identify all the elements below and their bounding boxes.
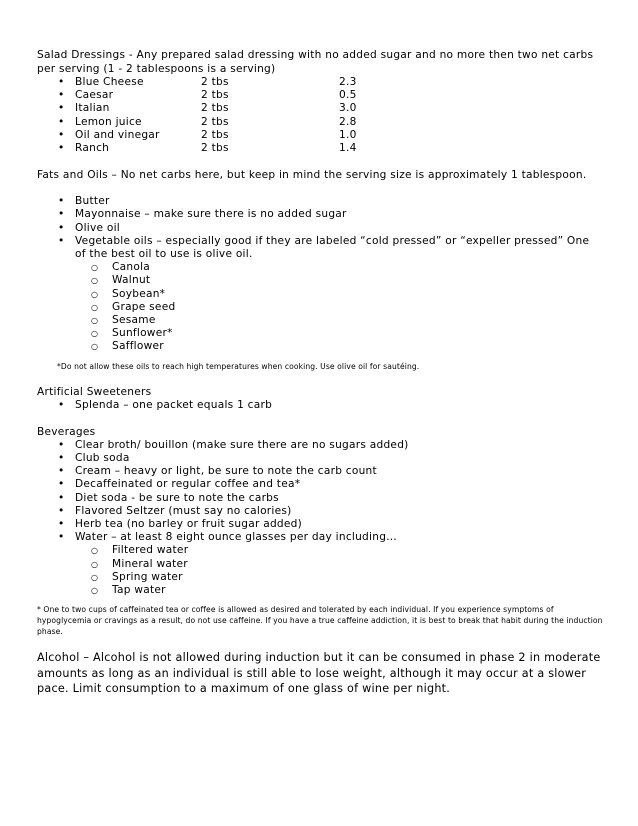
circle-bullet-icon: ○ xyxy=(91,329,99,339)
sub-list-item xyxy=(37,288,603,301)
list-item xyxy=(37,76,603,89)
caffeine-footnote: * One to two cups of caffeinated tea or coffee is allowed as desired and tolerated by each individual. If you experience symptoms of hypoglycemia or cravings as a result, do not use caffeine. If you have a true caffeine addiction, it is best to break that habit during the induction phase. xyxy=(37,605,603,637)
circle-bullet-icon: ○ xyxy=(91,289,99,299)
list-item-text: Club soda xyxy=(75,452,130,465)
list-item xyxy=(37,129,603,142)
list-item-text: Clear broth/ bouillon (make sure there are no sugars added) xyxy=(75,438,409,451)
circle-bullet-icon: ○ xyxy=(91,586,99,596)
bullet-icon: • xyxy=(58,452,65,465)
sub-list-item xyxy=(37,544,603,557)
list-item xyxy=(37,102,603,115)
sub-list-item xyxy=(37,571,603,584)
bullet-icon: • xyxy=(58,195,65,208)
list-item-text: Herb tea (no barley or fruit sugar added) xyxy=(75,518,303,531)
circle-bullet-icon: ○ xyxy=(91,342,99,352)
dressing-carbs: 2.3 xyxy=(339,76,357,88)
circle-bullet-icon: ○ xyxy=(91,276,99,286)
dressing-carbs: 3.0 xyxy=(339,102,357,115)
sub-list-item-text: Sesame xyxy=(112,314,156,327)
sub-list-item-text: Canola xyxy=(112,261,151,274)
circle-bullet-icon: ○ xyxy=(91,263,99,273)
list-item xyxy=(37,531,603,544)
beverages-list xyxy=(37,439,603,545)
sub-list-item-text: Tap water xyxy=(112,584,166,597)
list-item-text: Mayonnaise – make sure there is no added sugar xyxy=(75,208,347,221)
list-item xyxy=(37,465,603,478)
list-item xyxy=(37,89,603,102)
oils-footnote: *Do not allow these oils to reach high temperatures when cooking. Use olive oil for sautéing. xyxy=(57,361,420,371)
circle-bullet-icon: ○ xyxy=(91,302,99,312)
list-item xyxy=(37,116,603,129)
bullet-icon: • xyxy=(58,398,65,411)
bullet-icon: • xyxy=(58,491,65,504)
bullet-icon: • xyxy=(58,478,65,491)
bullet-icon: • xyxy=(58,518,65,531)
sub-list-item-text: Mineral water xyxy=(112,557,188,570)
sub-list-item-text: Soybean* xyxy=(112,287,166,300)
sweeteners-list xyxy=(37,399,603,412)
dressing-name: Blue Cheese xyxy=(75,76,144,88)
list-item xyxy=(37,235,603,261)
dressing-carbs: 2.8 xyxy=(339,115,357,128)
sub-list-item-text: Filtered water xyxy=(112,544,189,557)
list-item-text: Cream – heavy or light, be sure to note the carb count xyxy=(75,465,377,478)
bullet-icon: • xyxy=(58,504,65,517)
list-item xyxy=(37,478,603,491)
sub-list-item-text: Walnut xyxy=(112,274,151,287)
list-item-text: Vegetable oils – especially good if they are labeled “cold pressed” or “expeller pressed” One of the best oil to use is olive oil. xyxy=(75,234,590,261)
alcohol-paragraph: Alcohol – Alcohol is not allowed during induction but it can be consumed in phase 2 in moderate amounts as long as an individual is still able to lose weight, although it may occur at a slower pace. Limit consumption to a maximum of one glass of wine per night. xyxy=(37,651,601,696)
dressing-serving: 2 tbs xyxy=(201,115,229,128)
sub-list-item-text: Spring water xyxy=(112,570,183,583)
vegetable-oils-sublist xyxy=(37,261,603,353)
list-item xyxy=(37,222,603,235)
dressing-name: Lemon juice xyxy=(75,115,142,128)
list-item-text: Butter xyxy=(75,195,110,208)
list-item xyxy=(37,195,603,208)
sub-list-item xyxy=(37,261,603,274)
sub-list-item xyxy=(37,301,603,314)
salad-dressings-intro: Salad Dressings - Any prepared salad dressing with no added sugar and no more then two net carbs per serving (1 - 2 tablespoons is a serving) xyxy=(37,49,594,75)
list-item-text: Water – at least 8 eight ounce glasses per day including… xyxy=(75,531,398,544)
bullet-icon: • xyxy=(58,531,65,544)
circle-bullet-icon: ○ xyxy=(91,559,99,569)
bullet-icon: • xyxy=(58,76,65,88)
list-item-text: Splenda – one packet equals 1 carb xyxy=(75,398,273,411)
circle-bullet-icon: ○ xyxy=(91,316,99,326)
dressing-name: Caesar xyxy=(75,89,114,102)
sub-list-item xyxy=(37,340,603,353)
document-page xyxy=(37,48,603,697)
dressing-name: Italian xyxy=(75,102,110,115)
dressing-serving: 2 tbs xyxy=(201,102,229,115)
sub-list-item xyxy=(37,274,603,287)
dressing-serving: 2 tbs xyxy=(201,76,229,88)
bullet-icon: • xyxy=(58,128,65,141)
list-item xyxy=(37,505,603,518)
bullet-icon: • xyxy=(58,208,65,221)
bullet-icon: • xyxy=(58,234,65,247)
bullet-icon: • xyxy=(58,465,65,478)
bullet-icon: • xyxy=(58,438,65,451)
bullet-icon: • xyxy=(58,102,65,115)
dressing-carbs: 0.5 xyxy=(339,89,357,102)
fats-oils-list xyxy=(37,195,603,261)
list-item xyxy=(37,518,603,531)
dressing-serving: 2 tbs xyxy=(201,128,229,141)
dressing-carbs: 1.4 xyxy=(339,142,357,155)
bullet-icon: • xyxy=(58,142,65,155)
dressing-serving: 2 tbs xyxy=(201,89,229,102)
beverages-heading: Beverages xyxy=(37,425,96,438)
list-item-text: Olive oil xyxy=(75,221,120,234)
list-item xyxy=(37,142,603,155)
bullet-icon: • xyxy=(58,89,65,102)
dressing-carbs: 1.0 xyxy=(339,128,357,141)
list-item xyxy=(37,492,603,505)
list-item xyxy=(37,208,603,221)
bullet-icon: • xyxy=(58,115,65,128)
list-item xyxy=(37,452,603,465)
bullet-icon: • xyxy=(58,221,65,234)
dressing-name: Oil and vinegar xyxy=(75,128,160,141)
sub-list-item-text: Safflower xyxy=(112,340,164,353)
circle-bullet-icon: ○ xyxy=(91,572,99,582)
list-item xyxy=(37,439,603,452)
dressing-name: Ranch xyxy=(75,142,110,155)
sub-list-item xyxy=(37,584,603,597)
salad-dressing-list xyxy=(37,76,603,155)
sub-list-item-text: Sunflower* xyxy=(112,327,173,340)
list-item-text: Flavored Seltzer (must say no calories) xyxy=(75,504,292,517)
circle-bullet-icon: ○ xyxy=(91,546,99,556)
list-item xyxy=(37,399,603,412)
sub-list-item xyxy=(37,558,603,571)
sub-list-item xyxy=(37,314,603,327)
dressing-serving: 2 tbs xyxy=(201,142,229,155)
fats-oils-intro: Fats and Oils – No net carbs here, but keep in mind the serving size is approximately 1 tablespoon. xyxy=(37,169,587,182)
sweeteners-heading: Artificial Sweeteners xyxy=(37,385,152,398)
list-item-text: Decaffeinated or regular coffee and tea* xyxy=(75,478,301,491)
list-item-text: Diet soda - be sure to note the carbs xyxy=(75,491,279,504)
water-sublist xyxy=(37,544,603,597)
sub-list-item xyxy=(37,327,603,340)
sub-list-item-text: Grape seed xyxy=(112,300,176,313)
